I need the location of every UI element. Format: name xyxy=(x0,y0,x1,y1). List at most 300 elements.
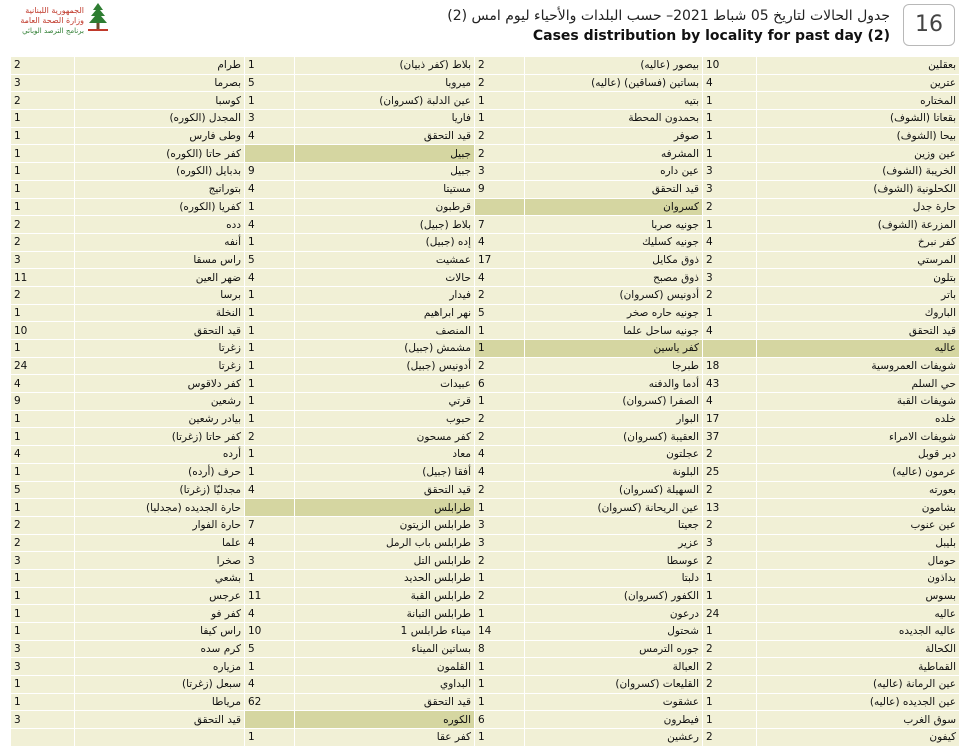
case-count-cell xyxy=(245,145,295,163)
locality-cell: عين الريحانة (كسروان) xyxy=(525,499,703,517)
case-count-cell: 1 xyxy=(245,286,295,304)
title-english: Cases distribution by locality for past day (2) xyxy=(532,28,890,44)
case-count-cell: 3 xyxy=(703,180,757,198)
locality-cell: الكحالة xyxy=(757,640,960,658)
locality-cell: كيفون xyxy=(757,729,960,747)
locality-cell: بيادر رشعين xyxy=(75,410,245,428)
case-count-cell: 17 xyxy=(703,410,757,428)
case-count-cell: 5 xyxy=(245,74,295,92)
case-count-cell: 1 xyxy=(475,340,525,358)
case-count-cell: 2 xyxy=(475,57,525,75)
case-count-cell: 7 xyxy=(245,516,295,534)
locality-cell: كفر حاتا (الكوره) xyxy=(75,145,245,163)
locality-cell: قيد التحقق xyxy=(75,711,245,729)
locality-cell: بعقلين xyxy=(757,57,960,75)
locality-cell: البداوي xyxy=(295,676,475,694)
locality-cell: قيد التحقق xyxy=(295,127,475,145)
locality-cell: البلونة xyxy=(525,463,703,481)
locality-cell: طبرجا xyxy=(525,357,703,375)
case-count-cell xyxy=(245,499,295,517)
table-row xyxy=(11,569,960,587)
case-count-cell: 1 xyxy=(11,676,75,694)
locality-cell: أنفه xyxy=(75,233,245,251)
case-count-cell: 2 xyxy=(475,587,525,605)
locality-cell: صوفر xyxy=(525,127,703,145)
case-count-cell: 10 xyxy=(703,57,757,75)
case-count-cell: 2 xyxy=(703,729,757,747)
table-row xyxy=(11,74,960,92)
case-count-cell: 1 xyxy=(245,340,295,358)
case-count-cell: 4 xyxy=(245,605,295,623)
table-row xyxy=(11,110,960,128)
locality-cell: قيد التحقق xyxy=(525,180,703,198)
locality-cell: عين الدلبة (كسروان) xyxy=(295,92,475,110)
case-count-cell: 3 xyxy=(11,251,75,269)
case-count-cell: 6 xyxy=(475,711,525,729)
locality-cell: ضهر العين xyxy=(75,269,245,287)
locality-cell: وطى فارس xyxy=(75,127,245,145)
case-count-cell: 9 xyxy=(245,163,295,181)
case-count-cell: 2 xyxy=(245,428,295,446)
case-count-cell: 3 xyxy=(11,658,75,676)
locality-cell: المختاره xyxy=(757,92,960,110)
locality-cell: العقيبة (كسروان) xyxy=(525,428,703,446)
case-count-cell: 2 xyxy=(703,286,757,304)
case-count-cell: 2 xyxy=(703,516,757,534)
locality-cell: سبعل (زغرتا) xyxy=(75,676,245,694)
case-count-cell: 1 xyxy=(245,357,295,375)
case-count-cell: 3 xyxy=(11,640,75,658)
locality-cell: حومال xyxy=(757,552,960,570)
locality-cell: برسا xyxy=(75,286,245,304)
case-count-cell: 25 xyxy=(703,463,757,481)
locality-cell: مستيتا xyxy=(295,180,475,198)
locality-cell: فاريا xyxy=(295,110,475,128)
locality-cell: عاليه xyxy=(757,340,960,358)
table-row xyxy=(11,57,960,75)
case-count-cell: 1 xyxy=(245,233,295,251)
locality-cell: قيد التحقق xyxy=(75,322,245,340)
locality-cell: الباروك xyxy=(757,304,960,322)
locality-cell: حارة الجديده (مجدليا) xyxy=(75,499,245,517)
locality-cell: عجلتون xyxy=(525,446,703,464)
locality-cell: بتوراتيج xyxy=(75,180,245,198)
case-count-cell: 9 xyxy=(11,393,75,411)
case-count-cell: 4 xyxy=(703,74,757,92)
locality-cell: الخريبة (الشوف) xyxy=(757,163,960,181)
locality-cell: دير قوبل xyxy=(757,446,960,464)
table-row xyxy=(11,463,960,481)
case-count-cell: 2 xyxy=(11,516,75,534)
locality-cell: أدما والدفنه xyxy=(525,375,703,393)
case-count-cell: 2 xyxy=(11,534,75,552)
locality-cell: طرابلس التبانة xyxy=(295,605,475,623)
locality-cell: عترين xyxy=(757,74,960,92)
locality-cell: أدونيس (جبيل) xyxy=(295,357,475,375)
case-count-cell xyxy=(703,340,757,358)
table-row xyxy=(11,499,960,517)
locality-cell: القلمون xyxy=(295,658,475,676)
case-count-cell: 2 xyxy=(11,92,75,110)
case-count-cell: 1 xyxy=(703,623,757,641)
locality-cell: كفر نبرخ xyxy=(757,233,960,251)
locality-cell: طرابلس التل xyxy=(295,552,475,570)
case-count-cell: 2 xyxy=(475,357,525,375)
case-count-cell: 3 xyxy=(703,534,757,552)
locality-cell: أفقا (جبيل) xyxy=(295,463,475,481)
locality-cell: القليعات (كسروان) xyxy=(525,676,703,694)
locality-cell: ميروبا xyxy=(295,74,475,92)
case-count-cell: 1 xyxy=(475,693,525,711)
locality-cell: كوسبا xyxy=(75,92,245,110)
logo-text xyxy=(14,6,84,36)
locality-cell: كفر فو xyxy=(75,605,245,623)
case-count-cell: 3 xyxy=(245,110,295,128)
case-count-cell: 1 xyxy=(245,658,295,676)
case-count-cell: 1 xyxy=(11,463,75,481)
case-count-cell: 4 xyxy=(475,463,525,481)
table-row xyxy=(11,216,960,234)
locality-cell: القماطية xyxy=(757,658,960,676)
locality-cell: كرم سده xyxy=(75,640,245,658)
locality-cell: مرياطا xyxy=(75,693,245,711)
locality-cell: درعون xyxy=(525,605,703,623)
locality-cell: بشامون xyxy=(757,499,960,517)
case-count-cell: 1 xyxy=(475,322,525,340)
case-count-cell: 1 xyxy=(11,127,75,145)
locality-cell: بساتين الميناء xyxy=(295,640,475,658)
case-count-cell: 17 xyxy=(475,251,525,269)
case-count-cell: 5 xyxy=(475,304,525,322)
locality-cell: بقعاتا (الشوف) xyxy=(757,110,960,128)
locality-cell: جبيل xyxy=(295,145,475,163)
locality-cell: السهيلة (كسروان) xyxy=(525,481,703,499)
case-count-cell: 1 xyxy=(245,569,295,587)
locality-cell: كفر عقا xyxy=(295,729,475,747)
case-count-cell: 14 xyxy=(475,623,525,641)
case-count-cell: 1 xyxy=(245,375,295,393)
case-count-cell: 1 xyxy=(11,340,75,358)
locality-cell: جونيه كسليك xyxy=(525,233,703,251)
locality-cell: مزياره xyxy=(75,658,245,676)
table-row xyxy=(11,269,960,287)
ministry-logo xyxy=(8,2,108,42)
table-row xyxy=(11,92,960,110)
case-count-cell: 1 xyxy=(11,410,75,428)
locality-cell: الصفرا (كسروان) xyxy=(525,393,703,411)
case-count-cell: 5 xyxy=(11,481,75,499)
case-count-cell: 1 xyxy=(703,693,757,711)
case-count-cell: 2 xyxy=(703,446,757,464)
case-count-cell xyxy=(475,198,525,216)
locality-cell: طرابلس باب الرمل xyxy=(295,534,475,552)
locality-cell: عين وزين xyxy=(757,145,960,163)
locality-cell: عين عنوب xyxy=(757,516,960,534)
case-count-cell: 37 xyxy=(703,428,757,446)
case-count-cell: 2 xyxy=(475,552,525,570)
locality-cell: طرام xyxy=(75,57,245,75)
locality-cell: المشرفه xyxy=(525,145,703,163)
locality-cell: جونيه ساحل علما xyxy=(525,322,703,340)
case-count-cell: 3 xyxy=(475,516,525,534)
locality-cell: كفر دلاقوس xyxy=(75,375,245,393)
case-count-cell: 2 xyxy=(475,74,525,92)
case-count-cell: 4 xyxy=(11,375,75,393)
case-count-cell: 1 xyxy=(475,393,525,411)
locality-cell: شويفات القبة xyxy=(757,393,960,411)
case-count-cell: 4 xyxy=(245,269,295,287)
locality-cell: كفر ياسين xyxy=(525,340,703,358)
case-count-cell: 1 xyxy=(703,304,757,322)
case-count-cell: 4 xyxy=(703,233,757,251)
locality-cell: صخرا xyxy=(75,552,245,570)
case-count-cell: 2 xyxy=(475,428,525,446)
case-count-cell: 1 xyxy=(11,198,75,216)
locality-cell: عاليه xyxy=(757,605,960,623)
case-count-cell: 62 xyxy=(245,693,295,711)
case-count-cell: 1 xyxy=(11,587,75,605)
case-count-cell: 1 xyxy=(245,198,295,216)
case-count-cell: 1 xyxy=(11,499,75,517)
case-count-cell: 1 xyxy=(245,304,295,322)
case-count-cell: 1 xyxy=(703,92,757,110)
table-row xyxy=(11,729,960,747)
locality-cell: حرف (أرده) xyxy=(75,463,245,481)
locality-cell: رشعين xyxy=(75,393,245,411)
locality-cell: زغرتا xyxy=(75,340,245,358)
case-count-cell: 1 xyxy=(475,110,525,128)
locality-cell: الكحلونية (الشوف) xyxy=(757,180,960,198)
table-row xyxy=(11,640,960,658)
case-count-cell: 1 xyxy=(475,92,525,110)
locality-cell: شويفات العمروسية xyxy=(757,357,960,375)
case-count-cell: 1 xyxy=(703,110,757,128)
locality-cell: قيد التحقق xyxy=(757,322,960,340)
case-count-cell: 1 xyxy=(475,729,525,747)
locality-cell: دده xyxy=(75,216,245,234)
case-count-cell: 2 xyxy=(703,676,757,694)
case-count-cell: 1 xyxy=(245,322,295,340)
case-count-cell: 5 xyxy=(245,640,295,658)
page-number-badge: 16 xyxy=(903,4,955,46)
table-row xyxy=(11,676,960,694)
locality-cell: جبيل xyxy=(295,163,475,181)
case-count-cell: 1 xyxy=(703,145,757,163)
locality-cell: إده (جبيل) xyxy=(295,233,475,251)
locality-cell: بسوس xyxy=(757,587,960,605)
table-row xyxy=(11,340,960,358)
locality-cell: ذوق مصبح xyxy=(525,269,703,287)
case-count-cell: 5 xyxy=(245,251,295,269)
table-row xyxy=(11,127,960,145)
case-count-cell: 1 xyxy=(11,428,75,446)
case-count-cell: 4 xyxy=(245,481,295,499)
locality-cell: النخلة xyxy=(75,304,245,322)
logo-line-2: وزارة الصحة العامة xyxy=(20,16,84,25)
locality-cell: جعيتا xyxy=(525,516,703,534)
case-count-cell: 24 xyxy=(703,605,757,623)
locality-cell: قيد التحقق xyxy=(295,481,475,499)
case-count-cell: 4 xyxy=(475,269,525,287)
table-row xyxy=(11,693,960,711)
case-count-cell: 1 xyxy=(11,145,75,163)
case-count-cell: 1 xyxy=(475,605,525,623)
case-count-cell: 2 xyxy=(703,251,757,269)
locality-cell: راس مسقا xyxy=(75,251,245,269)
locality-cell: سوق الغرب xyxy=(757,711,960,729)
locality-cell: خلده xyxy=(757,410,960,428)
locality-cell: المزرعة (الشوف) xyxy=(757,216,960,234)
case-count-cell: 1 xyxy=(245,57,295,75)
locality-cell: نهر ابراهيم xyxy=(295,304,475,322)
case-count-cell: 3 xyxy=(475,534,525,552)
table-row xyxy=(11,322,960,340)
cases-table-body xyxy=(11,57,960,747)
locality-cell: ذوق مكايل xyxy=(525,251,703,269)
case-count-cell: 1 xyxy=(11,569,75,587)
table-row xyxy=(11,605,960,623)
case-count-cell: 9 xyxy=(475,180,525,198)
locality-cell: طرابلس القبة xyxy=(295,587,475,605)
case-count-cell: 4 xyxy=(703,322,757,340)
locality-cell: جوره الترمس xyxy=(525,640,703,658)
locality-cell: العبالة xyxy=(525,658,703,676)
case-count-cell: 1 xyxy=(11,304,75,322)
case-count-cell: 3 xyxy=(11,552,75,570)
case-count-cell: 1 xyxy=(245,446,295,464)
locality-cell: حارة الفوار xyxy=(75,516,245,534)
locality-cell: علما xyxy=(75,534,245,552)
locality-cell: شحتول xyxy=(525,623,703,641)
locality-cell: بليبل xyxy=(757,534,960,552)
locality-cell: طرابلس الزيتون xyxy=(295,516,475,534)
locality-cell: شويفات الامراء xyxy=(757,428,960,446)
cedar-tree-icon xyxy=(86,2,110,32)
locality-cell: بيصور (عاليه) xyxy=(525,57,703,75)
locality-cell: طرابلس xyxy=(295,499,475,517)
case-count-cell: 1 xyxy=(11,623,75,641)
case-count-cell: 2 xyxy=(11,233,75,251)
case-count-cell: 6 xyxy=(475,375,525,393)
table-row xyxy=(11,623,960,641)
locality-cell: حبوب xyxy=(295,410,475,428)
case-count-cell: 7 xyxy=(475,216,525,234)
locality-cell: قرطبون xyxy=(295,198,475,216)
case-count-cell: 18 xyxy=(703,357,757,375)
locality-cell: كفر حاتا (زغرتا) xyxy=(75,428,245,446)
case-count-cell: 4 xyxy=(703,393,757,411)
case-count-cell: 1 xyxy=(245,393,295,411)
case-count-cell: 1 xyxy=(475,569,525,587)
case-count-cell: 4 xyxy=(475,446,525,464)
logo-line-1: الجمهورية اللبنانية xyxy=(25,6,84,15)
case-count-cell: 1 xyxy=(11,180,75,198)
case-count-cell: 1 xyxy=(703,587,757,605)
table-row xyxy=(11,375,960,393)
locality-cell: بعورته xyxy=(757,481,960,499)
case-count-cell: 3 xyxy=(703,163,757,181)
table-row xyxy=(11,145,960,163)
case-count-cell: 3 xyxy=(703,269,757,287)
table-row xyxy=(11,552,960,570)
case-count-cell: 1 xyxy=(245,92,295,110)
case-count-cell: 4 xyxy=(245,127,295,145)
locality-cell: عبيدات xyxy=(295,375,475,393)
case-count-cell: 1 xyxy=(245,729,295,747)
case-count-cell: 3 xyxy=(245,552,295,570)
case-count-cell: 1 xyxy=(703,711,757,729)
locality-cell: عاليه الجديده xyxy=(757,623,960,641)
locality-cell: راس كيفا xyxy=(75,623,245,641)
case-count-cell: 1 xyxy=(703,216,757,234)
locality-cell: عشقوت xyxy=(525,693,703,711)
case-count-cell: 13 xyxy=(703,499,757,517)
case-count-cell: 4 xyxy=(245,676,295,694)
case-count-cell: 2 xyxy=(703,640,757,658)
table-row xyxy=(11,357,960,375)
locality-cell: مجدليّا (زغرتا) xyxy=(75,481,245,499)
case-count-cell: 2 xyxy=(475,410,525,428)
header xyxy=(0,0,960,55)
case-count-cell: 1 xyxy=(475,676,525,694)
locality-cell: عمشيت xyxy=(295,251,475,269)
locality-cell: زغرتا xyxy=(75,357,245,375)
locality-cell: بيحا (الشوف) xyxy=(757,127,960,145)
case-count-cell: 1 xyxy=(703,127,757,145)
case-count-cell: 10 xyxy=(11,322,75,340)
locality-cell: كفر مسحون xyxy=(295,428,475,446)
locality-cell: عرمون (عاليه) xyxy=(757,463,960,481)
case-count-cell: 1 xyxy=(245,463,295,481)
case-count-cell: 2 xyxy=(475,127,525,145)
table-row xyxy=(11,304,960,322)
locality-cell: عين الجديده (عاليه) xyxy=(757,693,960,711)
case-count-cell: 8 xyxy=(475,640,525,658)
case-count-cell: 2 xyxy=(703,198,757,216)
locality-cell: بلاط (كفر ذبيان) xyxy=(295,57,475,75)
table-row xyxy=(11,233,960,251)
table-row xyxy=(11,251,960,269)
case-count-cell: 1 xyxy=(11,110,75,128)
locality-cell: رعشين xyxy=(525,729,703,747)
locality-cell: معاد xyxy=(295,446,475,464)
locality-cell: فيدار xyxy=(295,286,475,304)
locality-cell: بداذون xyxy=(757,569,960,587)
case-count-cell: 2 xyxy=(475,481,525,499)
case-count-cell: 4 xyxy=(475,233,525,251)
locality-cell: عين الرمانة (عاليه) xyxy=(757,676,960,694)
locality-cell: بشعي xyxy=(75,569,245,587)
locality-cell: المرستي xyxy=(757,251,960,269)
table-row xyxy=(11,481,960,499)
locality-cell: دلبتا xyxy=(525,569,703,587)
locality-cell: أدونيس (كسروان) xyxy=(525,286,703,304)
locality-cell: جونيه صربا xyxy=(525,216,703,234)
case-count-cell: 4 xyxy=(245,534,295,552)
case-count-cell: 4 xyxy=(11,446,75,464)
case-count-cell: 2 xyxy=(703,658,757,676)
locality-cell: بساتين (فساقين) (عاليه) xyxy=(525,74,703,92)
locality-cell: عزير xyxy=(525,534,703,552)
table-row xyxy=(11,393,960,411)
table-row xyxy=(11,516,960,534)
case-count-cell: 24 xyxy=(11,357,75,375)
locality-cell: فيطرون xyxy=(525,711,703,729)
locality-cell xyxy=(75,729,245,747)
case-count-cell: 10 xyxy=(245,623,295,641)
case-count-cell: 11 xyxy=(245,587,295,605)
table-row xyxy=(11,180,960,198)
